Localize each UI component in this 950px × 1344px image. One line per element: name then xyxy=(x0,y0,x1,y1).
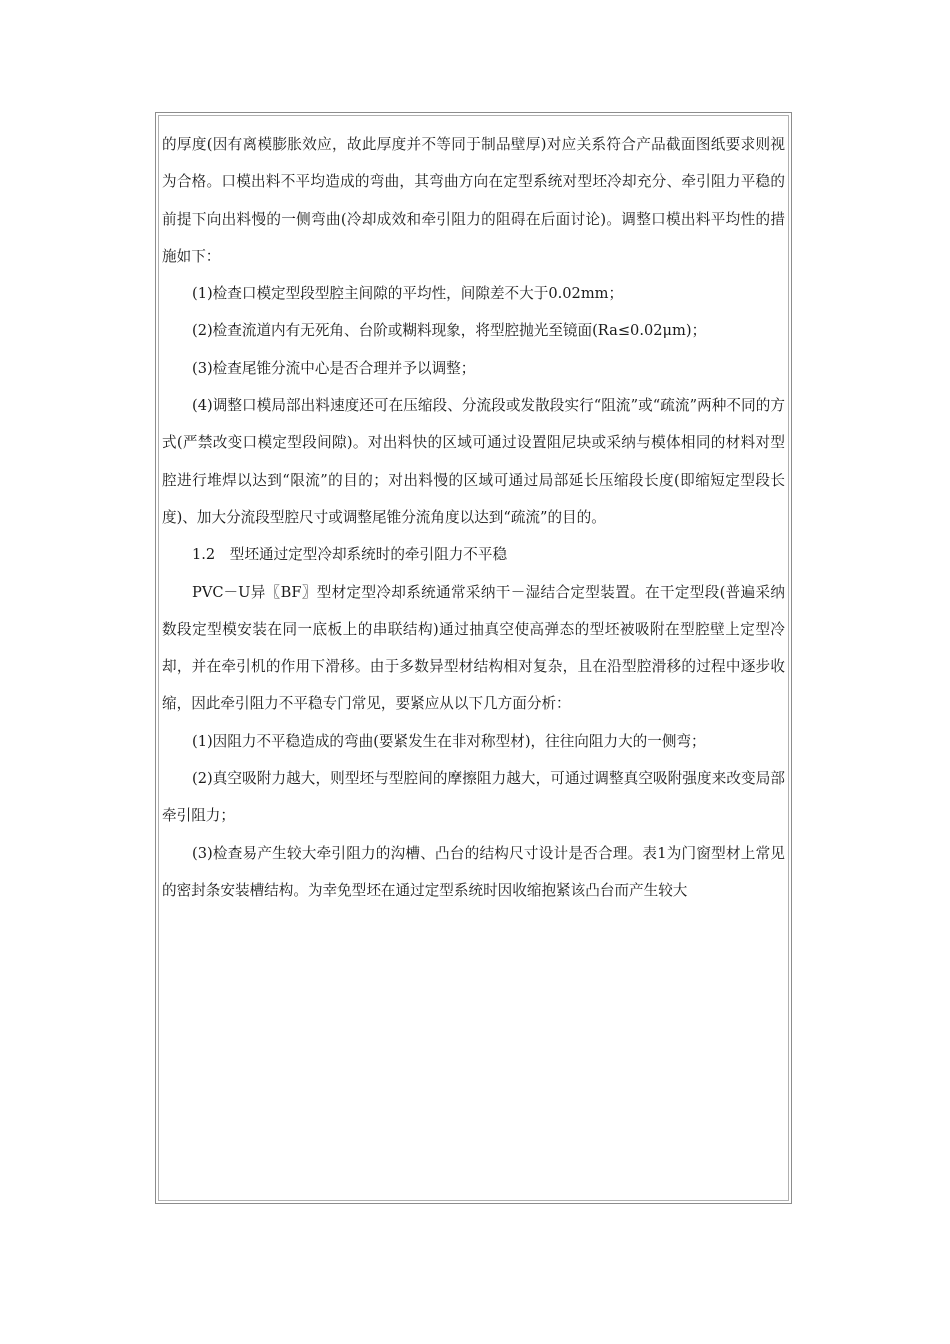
paragraph-analysis-2: (2)真空吸附力越大，则型坯与型腔间的摩擦阻力越大，可通过调整真空吸附强度来改变局部牵引阻力； xyxy=(162,770,785,825)
paragraph-step-2: (2)检查流道内有无死角、台阶或糊料现象，将型腔抛光至镜面(Ra≤0.02μm)； xyxy=(192,322,707,340)
paragraph-step-4: (4)调整口模局部出料速度还可在压缩段、分流段或发散段实行“阻流”或“疏流”两种不同的方式(严禁改变口模定型段间隙)。对出料快的区域可通过设置阻尼块或采纳与模体相同的材料对型腔进行堆焊以达到“限流”的目的；对出料慢的区域可通过局部延长压缩段长度(即缩短定型段长度)、加大分流段型腔尺寸或调整尾锥分流角度以达到“疏流”的目的。 xyxy=(162,397,785,526)
paragraph-intro: 的厚度(因有离模膨胀效应，故此厚度并不等同于制品壁厚)对应关系符合产品截面图纸要求则视为合格。口模出料不平均造成的弯曲，其弯曲方向在定型系统对型坯冷却充分、牵引阻力平稳的前提下向出料慢的一侧弯曲(冷却成效和牵引阻力的阻碍在后面讨论)。调整口模出料平均性的措施如下： xyxy=(162,136,785,265)
paragraph-step-3: (3)检查尾锥分流中心是否合理并予以调整； xyxy=(192,359,476,377)
paragraph-analysis-1: (1)因阻力不平稳造成的弯曲(要紧发生在非对称型材)，往往向阻力大的一侧弯； xyxy=(192,732,706,750)
paragraph-analysis-3: (3)检查易产生较大牵引阻力的沟槽、凸台的结构尺寸设计是否合理。表1为门窗型材上常见的密封条安装槽结构。为幸免型坯在通过定型系统时因收缩抱紧该凸台而产生较大 xyxy=(162,844,785,899)
text-cell xyxy=(158,115,789,1201)
paragraph-step-1: (1)检查口模定型段型腔主间隙的平均性，间隙差不大于0.02mm； xyxy=(192,285,624,303)
section-heading-1-2: 1.2 型坯通过定型冷却系统时的牵引阻力不平稳 xyxy=(192,546,508,564)
paragraph-section-intro: PVC－U异〖BF〗型材定型冷却系统通常采纳干－湿结合定型装置。在干定型段(普遍采纳数段定型模安装在同一底板上的串联结构)通过抽真空使高弹态的型坯被吸附在型腔壁上定型冷却，并在牵引机的作用下滑移。由于多数异型材结构相对复杂，且在沿型腔滑移的过程中逐步收缩，因此牵引阻力不平稳专门常见，要紧应从以下几方面分析： xyxy=(162,583,785,713)
page-frame xyxy=(155,112,792,1204)
